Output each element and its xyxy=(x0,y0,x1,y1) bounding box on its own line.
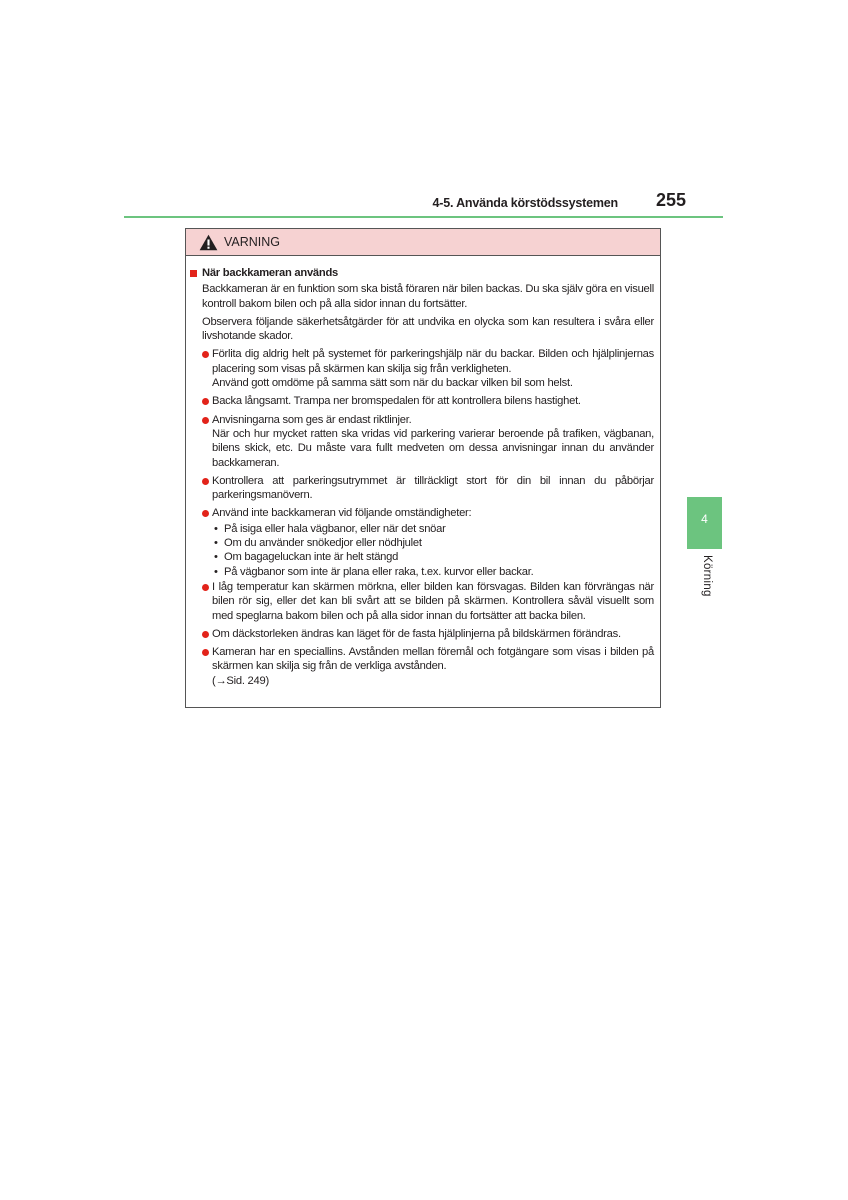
sub-list-item-text: Om du använder snökedjor eller nödhjulet xyxy=(224,537,422,550)
list-item-text: Använd inte backkameran vid följande omständigheter: xyxy=(212,507,472,520)
sub-list-item-text: Om bagageluckan inte är helt stängd xyxy=(224,551,399,564)
list-item xyxy=(202,645,654,688)
list-item-text: När och hur mycket ratten ska vridas vid parkering varierar beroende på trafiken, vägbanan, bilens skick, etc. Du måste vara fullt medveten om dessa anvisningar innan du använder backkameran. xyxy=(212,427,654,469)
page-number: 255 xyxy=(655,190,686,210)
list-item-text: Använd gott omdöme på samma sätt som när du backar vilken bil som helst. xyxy=(212,377,573,390)
chapter-tab[interactable]: 4 xyxy=(687,497,722,549)
sub-list-item xyxy=(214,522,654,536)
sub-list-item xyxy=(214,550,654,564)
bullet-dot-icon xyxy=(202,478,209,485)
sub-list-item-text: På vägbanor som inte är plana eller raka, t.ex. kurvor eller backar. xyxy=(224,565,534,578)
warning-triangle-icon xyxy=(199,234,218,251)
page-reference-link[interactable]: (→Sid. 249) xyxy=(212,674,269,687)
header-section-title: 4-5. Använda körstödssystemen xyxy=(432,196,618,210)
small-bullet-icon: • xyxy=(214,551,218,564)
intro-paragraph: Observera följande säkerhetsåtgärder för att undvika en olycka som kan resultera i svåra eller livshotande skador. xyxy=(202,315,654,343)
list-item xyxy=(202,474,654,503)
warning-header xyxy=(186,229,660,256)
small-bullet-icon: • xyxy=(214,537,218,550)
list-item-text: Kontrollera att parkeringsutrymmet är tillräckligt stort för din bil innan du påbörjar parkeringsmanövern. xyxy=(212,474,654,502)
bullet-dot-icon xyxy=(202,417,209,424)
list-item-text: Om däckstorleken ändras kan läget för de fasta hjälplinjerna på bildskärmen förändras. xyxy=(212,627,621,640)
section-heading xyxy=(190,266,654,280)
sub-list xyxy=(214,522,654,579)
section-heading-text: När backkameran används xyxy=(202,267,339,279)
list-item xyxy=(202,347,654,390)
sub-list-item xyxy=(214,565,654,579)
sub-list-item xyxy=(214,536,654,550)
square-bullet-icon xyxy=(190,270,197,277)
warning-body xyxy=(186,256,660,688)
bullet-dot-icon xyxy=(202,351,209,358)
list-item-text: Kameran har en speciallins. Avstånden mellan föremål och fotgängare som visas i bilden på skärmen kan skilja sig från de verkliga avstånden. xyxy=(212,646,654,673)
bullet-dot-icon xyxy=(202,631,209,638)
small-bullet-icon: • xyxy=(214,565,218,578)
small-bullet-icon: • xyxy=(214,522,218,535)
list-item xyxy=(202,506,654,520)
warning-box xyxy=(185,228,661,708)
list-item xyxy=(202,580,654,623)
bullet-dot-icon xyxy=(202,510,209,517)
list-item xyxy=(202,627,654,641)
list-item-text: I låg temperatur kan skärmen mörkna, eller bilden kan försvagas. Bilden kan förvrängas när bilen rör sig, eller det kan bli svårt att se bilden på skärmen. Kontrollera såväl visuellt som med speglarna bakom bilen och på alla sidor innan du fortsätter att backa bilen. xyxy=(212,580,654,622)
bullet-dot-icon xyxy=(202,398,209,405)
list-item xyxy=(202,394,654,408)
list-item-text: Förlita dig aldrig helt på systemet för parkeringshjälp när du backar. Bilden och hjälplinjernas placering som visas på skärmen kan skilja sig från verkligheten. xyxy=(212,348,654,375)
intro-paragraph: Backkameran är en funktion som ska bistå föraren när bilen backas. Du ska själv göra en visuell kontroll bakom bilen och på alla sidor innan du fortsätter. xyxy=(202,283,654,310)
bullet-dot-icon xyxy=(202,584,209,591)
list-item-text: Backa långsamt. Trampa ner bromspedalen för att kontrollera bilens hastighet. xyxy=(212,395,581,408)
list-item xyxy=(202,413,654,470)
list-item-text: Anvisningarna som ges är endast riktlinjer. xyxy=(212,413,412,426)
bullet-dot-icon xyxy=(202,649,209,656)
sub-list-item-text: På isiga eller hala vägbanor, eller när det snöar xyxy=(224,522,446,535)
header-divider xyxy=(124,216,723,218)
chapter-tab-label: Körning xyxy=(701,555,713,597)
warning-label: VARNING xyxy=(224,235,281,249)
